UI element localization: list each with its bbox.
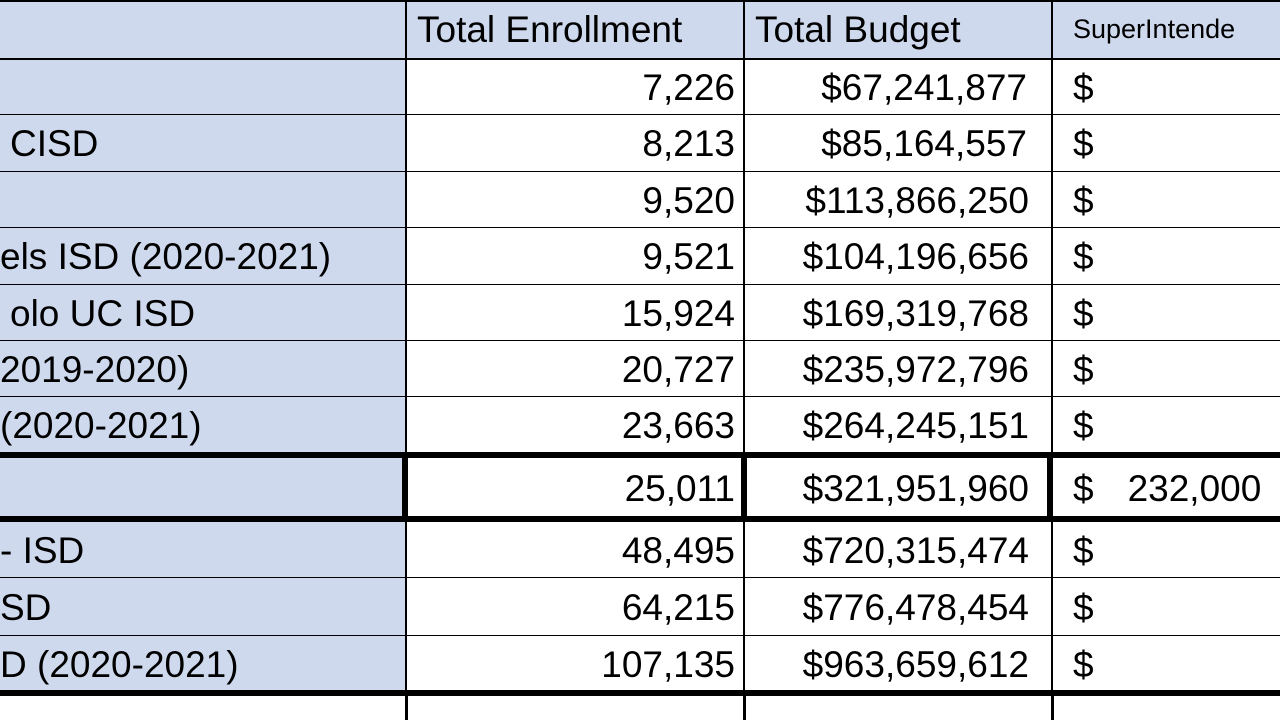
district-name: CISD <box>10 123 99 164</box>
row-0-name-cell[interactable] <box>0 59 407 115</box>
budget-value: $104,196,656 <box>802 236 1029 277</box>
grid-line-col-1 <box>405 0 407 720</box>
row-7-enrollment-cell[interactable] <box>407 457 745 519</box>
district-name: SD <box>0 586 52 628</box>
superintendent-currency: $ <box>1073 404 1094 446</box>
row-4-budget-cell[interactable] <box>745 285 1053 341</box>
enrollment-value: 8,213 <box>642 123 735 164</box>
grid-line-row <box>0 340 1280 341</box>
row-7-name-cell[interactable] <box>0 457 407 519</box>
highlight-border-right <box>1047 455 1053 519</box>
budget-value: $67,241,877 <box>821 66 1027 108</box>
budget-value: $264,245,151 <box>802 404 1029 446</box>
enrollment-value: 64,215 <box>621 586 735 628</box>
district-name: (2020-2021) <box>0 404 202 446</box>
row-8-superintendent-cell[interactable] <box>1053 522 1280 578</box>
row-4-enrollment-cell[interactable] <box>407 285 745 341</box>
enrollment-value: 23,663 <box>621 404 735 446</box>
district-name: 2019-2020) <box>0 348 190 390</box>
grid-line-col-3 <box>1051 0 1053 720</box>
enrollment-value: 107,135 <box>601 644 735 685</box>
budget-value: $169,319,768 <box>802 292 1029 334</box>
row-8-budget-cell[interactable] <box>745 522 1053 578</box>
row-3-superintendent-cell[interactable] <box>1053 228 1280 285</box>
grid-line-below <box>1053 696 1054 720</box>
budget-value: $235,972,796 <box>802 348 1029 390</box>
table-border-bottom <box>0 690 1280 696</box>
header-enrollment-label: Total Enrollment <box>417 9 683 50</box>
superintendent-currency: $ <box>1073 348 1094 390</box>
grid-line-col-2 <box>743 0 745 720</box>
superintendent-currency: $ <box>1073 179 1094 221</box>
grid-line-top <box>0 0 1280 2</box>
district-name: - ISD <box>0 529 85 571</box>
grid-line-header-bottom <box>0 58 1280 60</box>
row-9-superintendent-cell[interactable] <box>1053 578 1280 636</box>
row-6-superintendent-cell[interactable] <box>1053 397 1280 453</box>
row-9-name-cell[interactable] <box>0 578 407 636</box>
row-5-budget-cell[interactable] <box>745 341 1053 397</box>
header-cell-enrollment[interactable] <box>407 0 745 59</box>
row-9-enrollment-cell[interactable] <box>407 578 745 636</box>
budget-value: $963,659,612 <box>802 644 1029 685</box>
district-name: D (2020-2021) <box>0 644 239 685</box>
header-cell-name[interactable] <box>0 0 407 59</box>
row-3-budget-cell[interactable] <box>745 228 1053 285</box>
header-superintendent-label: SuperIntende <box>1073 14 1236 44</box>
grid-line-below <box>745 696 746 720</box>
grid-line-row <box>0 284 1280 285</box>
enrollment-value: 9,520 <box>642 179 735 221</box>
district-name: olo UC ISD <box>10 292 196 334</box>
budget-value: $321,951,960 <box>802 467 1029 509</box>
superintendent-currency: $ <box>1073 586 1094 628</box>
superintendent-currency: $ <box>1073 292 1094 334</box>
row-9-budget-cell[interactable] <box>745 578 1053 636</box>
row-0-enrollment-cell[interactable] <box>407 59 745 115</box>
grid-line-row <box>0 577 1280 578</box>
row-0-budget-cell[interactable] <box>745 59 1053 115</box>
budget-value: $720,315,474 <box>802 529 1029 571</box>
enrollment-value: 25,011 <box>624 467 735 509</box>
enrollment-value: 15,924 <box>621 292 735 334</box>
highlight-border-top <box>0 452 1280 458</box>
row-1-name-cell[interactable] <box>0 115 407 172</box>
enrollment-value: 7,226 <box>642 66 735 108</box>
row-0-superintendent-cell[interactable] <box>1053 59 1280 115</box>
highlight-border-mid <box>741 455 747 519</box>
superintendent-currency: $ <box>1073 123 1094 164</box>
row-8-enrollment-cell[interactable] <box>407 522 745 578</box>
row-2-budget-cell[interactable] <box>745 172 1053 228</box>
row-10-name-cell[interactable] <box>0 636 407 693</box>
row-5-enrollment-cell[interactable] <box>407 341 745 397</box>
row-1-superintendent-cell[interactable] <box>1053 115 1280 172</box>
budget-value: $85,164,557 <box>821 123 1027 164</box>
row-5-name-cell[interactable] <box>0 341 407 397</box>
row-2-superintendent-cell[interactable] <box>1053 172 1280 228</box>
enrollment-value: 48,495 <box>621 529 735 571</box>
superintendent-salary: 232,000 <box>1127 467 1262 509</box>
grid-line-row <box>0 114 1280 115</box>
superintendent-currency: $ <box>1073 66 1094 108</box>
row-8-name-cell[interactable] <box>0 522 407 578</box>
row-7-budget-cell[interactable] <box>745 457 1053 519</box>
enrollment-value: 20,727 <box>621 348 735 390</box>
row-5-superintendent-cell[interactable] <box>1053 341 1280 397</box>
row-10-enrollment-cell[interactable] <box>407 636 745 693</box>
row-1-budget-cell[interactable] <box>745 115 1053 172</box>
row-6-enrollment-cell[interactable] <box>407 397 745 453</box>
enrollment-value: 9,521 <box>642 236 735 277</box>
superintendent-currency: $ <box>1073 644 1094 685</box>
header-budget-label: Total Budget <box>755 9 961 50</box>
row-6-budget-cell[interactable] <box>745 397 1053 453</box>
district-name: els ISD (2020-2021) <box>0 236 332 277</box>
header-cell-budget[interactable] <box>745 0 1053 59</box>
row-2-name-cell[interactable] <box>0 172 407 228</box>
highlight-border-bottom <box>0 516 1280 522</box>
superintendent-currency: $ <box>1073 236 1094 277</box>
budget-value: $113,866,250 <box>805 179 1029 221</box>
row-7-superintendent-cell[interactable] <box>1053 457 1280 519</box>
grid-line-row <box>0 635 1280 636</box>
highlight-border-left <box>402 455 408 519</box>
superintendent-currency: $ <box>1073 467 1094 509</box>
row-3-name-cell[interactable] <box>0 228 407 285</box>
row-4-superintendent-cell[interactable] <box>1053 285 1280 341</box>
row-4-name-cell[interactable] <box>0 285 407 341</box>
grid-line-row <box>0 227 1280 228</box>
budget-value: $776,478,454 <box>802 586 1029 628</box>
row-3-enrollment-cell[interactable] <box>407 228 745 285</box>
row-10-superintendent-cell[interactable] <box>1053 636 1280 693</box>
row-6-name-cell[interactable] <box>0 397 407 453</box>
superintendent-currency: $ <box>1073 529 1094 571</box>
row-2-enrollment-cell[interactable] <box>407 172 745 228</box>
grid-line-below <box>407 696 408 720</box>
grid-line-row <box>0 396 1280 397</box>
grid-line-row <box>0 171 1280 172</box>
header-cell-superintendent[interactable] <box>1053 0 1280 59</box>
row-1-enrollment-cell[interactable] <box>407 115 745 172</box>
row-10-budget-cell[interactable] <box>745 636 1053 693</box>
